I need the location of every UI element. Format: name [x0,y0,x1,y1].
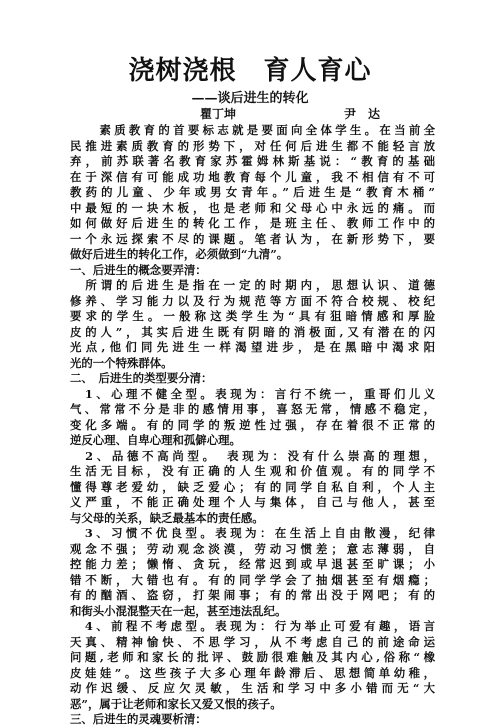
text-line: 懂得尊老爱幼，缺乏爱心；有的同学自私自利，个人主 [70,479,435,494]
text-line: 二、 后进生的类型要分清： [70,371,213,385]
text-line: 光的一个特殊群体。 [70,355,173,370]
text-line: 1、心理不健全型。表现为：言行不统一，重哥们儿义 [70,386,435,401]
text-line: 变化多端。有的同学的叛逆性过强，存在着很不正常的 [70,417,435,432]
text-line: 要求的学生。一般称这类学生为“具有狙暗情感和厚脸 [70,309,435,323]
author-name: 尹 达 [343,107,380,121]
author-name: 瞿丁坤 [200,107,237,121]
text-line: 一个永远探索不尽的课题。笔者认为，在新形势下，要 [70,231,435,246]
text-line: 皮的人”，其实后进生既有阴暗的消极面,又有潜在的闪 [70,324,435,339]
article-title: 浇树浇根 育人育心 [128,56,372,86]
text-line: 一、后进生的概念要弄清： [70,262,207,277]
text-line: 4、前程不考虑型。表现为：行为举止可爱有趣，语言 [70,619,435,633]
text-line: 民推进素质教育的形势下，对任何后进生都不能轻言放 [70,138,435,153]
text-line: 恶”，属于让老师和家长又爱又恨的孩子。 [70,696,282,711]
text-line: 有的酗酒、盗窃，打架闹事；有的常出没于网吧；有的 [70,588,435,602]
text-line: 教药的儿童、少年或男女青年。”后进生是“教育木桶” [70,185,435,199]
text-line: 和街头小混混整天在一起，甚至违法乱纪。 [70,603,287,618]
text-line: 弃，前苏联著名教育家苏霍姆林斯基说：“教育的基础 [70,154,435,168]
text-line: 所谓的后进生是指在一定的时期内，思想认识、道德 [70,278,435,292]
text-line: 在于深信有可能成功地教育每个儿童，我不相信有不可 [70,169,435,184]
text-line: 控能力差；懒惰、贪玩，经常迟到或早退甚至旷课；小 [70,557,435,571]
text-line: 皮娃娃”。这些孩子大多心理年龄滞后、思想简单幼稚， [70,665,435,680]
text-line: 修养、学习能力以及行为规范等方面不符合校规、校纪 [70,293,435,308]
text-line: 光点,他们同先进生一样渴望进步，是在黑暗中渴求阳 [70,340,435,354]
article-subtitle: ——谈后进生的转化 [191,91,309,106]
text-line: 3、习惯不优良型。表现为：在生活上自由散漫，纪律 [70,526,435,540]
text-line: 中最短的一块木板，也是老师和父母心中永远的痛。而 [70,200,435,215]
text-line: 天真、精神愉快、不思学习，从不考虑自己的前途命运 [70,634,435,649]
text-line: 做好后进生的转化工作，必须做到“九清”。 [70,247,289,261]
text-line: 生活无目标，没有正确的人生观和价值观。有的同学不 [70,464,435,478]
article-body [70,123,435,728]
text-line: 2、品德不高尚型。 表现为：没有什么崇高的理想， [70,448,435,463]
text-line: 素质教育的首要标志就是要面向全体学生。在当前全 [70,123,435,137]
text-line: 错不断，大错也有。有的同学学会了抽烟甚至有烟瘾； [70,572,435,587]
text-line: 与父母的关系，缺乏最基本的责任感。 [70,510,264,525]
text-line: 问题,老师和家长的批评、鼓励很难触及其内心,俗称“橡 [70,650,435,664]
text-line: 三、后进生的灵魂要析清： [70,712,207,726]
text-line: 如何做好后进生的转化工作，是班主任、教师工作中的 [70,216,435,230]
text-line: 气、常常不分是非的感情用事，喜怒无常，情感不稳定， [70,402,435,416]
text-line: 动作迟缓、反应欠灵敏，生活和学习中多小错而无“大 [70,681,435,695]
author-line [200,107,380,122]
text-line: 义严重，不能正确处理个人与集体，自己与他人，甚至 [70,495,435,509]
text-line: 逆反心理、自卑心理和孤僻心理。 [70,433,241,447]
text-line: 观念不强；劳动观念淡漠，劳动习惯差；意志薄弱，自 [70,541,435,556]
